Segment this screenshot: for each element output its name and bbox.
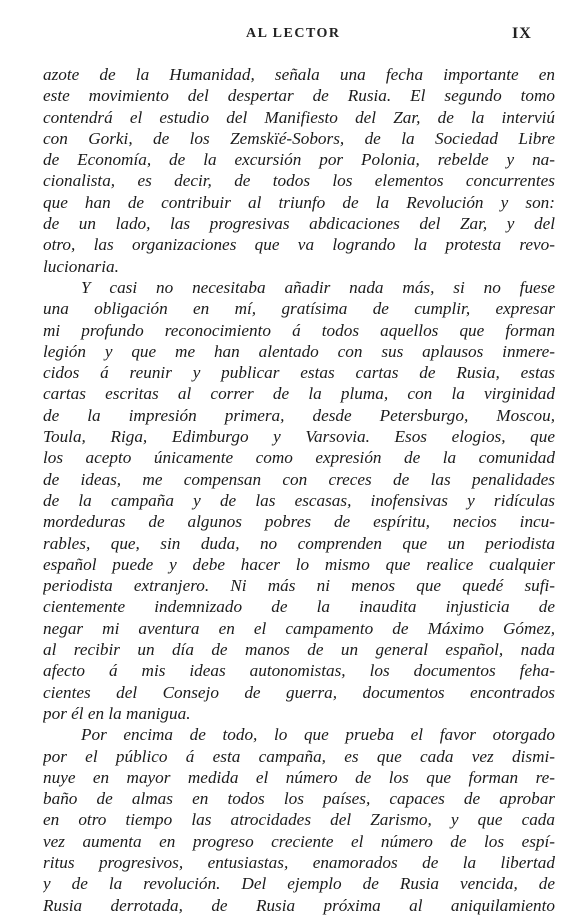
text-line: de la campaña y de las escasas, inofensivas y ridículas — [43, 490, 555, 510]
text-line: nuye en mayor medida el número de los que forman re- — [43, 767, 555, 787]
text-line: vez aumenta en progreso creciente el número de los espí- — [43, 831, 555, 851]
text-line: periodista extranjero. Ni más ni menos que quedé sufi- — [43, 576, 555, 596]
text-line: azote de la Humanidad, señala una fecha importante en — [43, 65, 555, 84]
text-line: al recibir un día de manos de un general español, nada — [43, 640, 555, 660]
text-line: los acepto únicamente como expresión de la comunidad — [43, 448, 555, 468]
text-line: Rusia derrotada, de Rusia próxima al aniquilamiento — [43, 895, 555, 915]
text-line: cionalista, es decir, de todos los elementos concurrentes — [43, 171, 555, 191]
paragraph — [43, 277, 555, 724]
text-line: otro, las organizaciones que va logrando la protesta revo- — [43, 235, 555, 255]
text-line: de la impresión primera, desde Petersburgo, Moscou, — [43, 405, 555, 425]
text-line: una obligación en mí, gratísima de cumplir, expresar — [43, 299, 555, 319]
paragraph — [43, 64, 555, 277]
text-line: por él en la manigua. — [43, 703, 191, 723]
text-line: negar mi aventura en el campamento de Máximo Gómez, — [43, 618, 555, 638]
page-number: IX — [512, 25, 532, 42]
text-line: mordeduras de algunos pobres de espíritu, necios incu- — [43, 512, 555, 532]
text-line: contendrá el estudio del Manifiesto del Zar, de la interviú — [43, 107, 555, 127]
paragraph — [43, 724, 555, 916]
text-line: Por encima de todo, lo que prueba el favor otorgado — [81, 725, 555, 745]
text-line: Y casi no necesitaba añadir nada más, si no fuese — [81, 277, 555, 297]
text-line: cientemente indemnizado de la inaudita injusticia de — [43, 597, 555, 617]
text-line: ritus progresivos, entusiastas, enamorados de la libertad — [43, 852, 555, 872]
text-line: rables, que, sin duda, no comprenden que un periodista — [43, 533, 555, 553]
text-line: este movimiento del despertar de Rusia. El segundo tomo — [43, 86, 555, 106]
running-title: AL LECTOR — [246, 26, 341, 41]
page-header — [0, 26, 568, 46]
text-line: legión y que me han alentado con sus aplausos inmere- — [43, 341, 555, 361]
text-line: español puede y debe hacer lo mismo que realice cualquier — [43, 554, 555, 574]
text-line: de un lado, las progresivas abdicaciones del Zar, y del — [43, 214, 555, 234]
text-line: en otro tiempo las atrocidades del Zarismo, y que cada — [43, 810, 555, 830]
text-line: de Economía, de la excursión por Polonia, rebelde y na- — [43, 150, 555, 170]
text-line: de ideas, me compensan con creces de las penalidades — [43, 469, 555, 489]
text-line: cartas escritas al correr de la pluma, con la virginidad — [43, 384, 555, 404]
text-line: baño de almas en todos los países, capaces de aprobar — [43, 789, 555, 809]
text-line: con Gorki, de los Zemskïé-Sobors, de la Sociedad Libre — [43, 128, 555, 148]
body-text — [43, 64, 555, 916]
text-line: cientes del Consejo de guerra, documentos encontrados — [43, 682, 555, 702]
text-line: que han de contribuir al triunfo de la Revolución y son: — [43, 192, 555, 212]
text-line: lucionaria. — [43, 256, 119, 276]
text-line: por el público á esta campaña, es que cada vez dismi- — [43, 746, 555, 766]
text-line: afecto á mis ideas autonomistas, los documentos feha- — [43, 661, 555, 681]
text-line: cidos á reunir y publicar estas cartas de Rusia, estas — [43, 363, 555, 383]
text-line: Toula, Riga, Edimburgo y Varsovia. Esos elogios, que — [43, 427, 555, 447]
text-line: y de la revolución. Del ejemplo de Rusia vencida, de — [43, 874, 555, 894]
text-line: mi profundo reconocimiento á todos aquellos que forman — [43, 320, 555, 340]
